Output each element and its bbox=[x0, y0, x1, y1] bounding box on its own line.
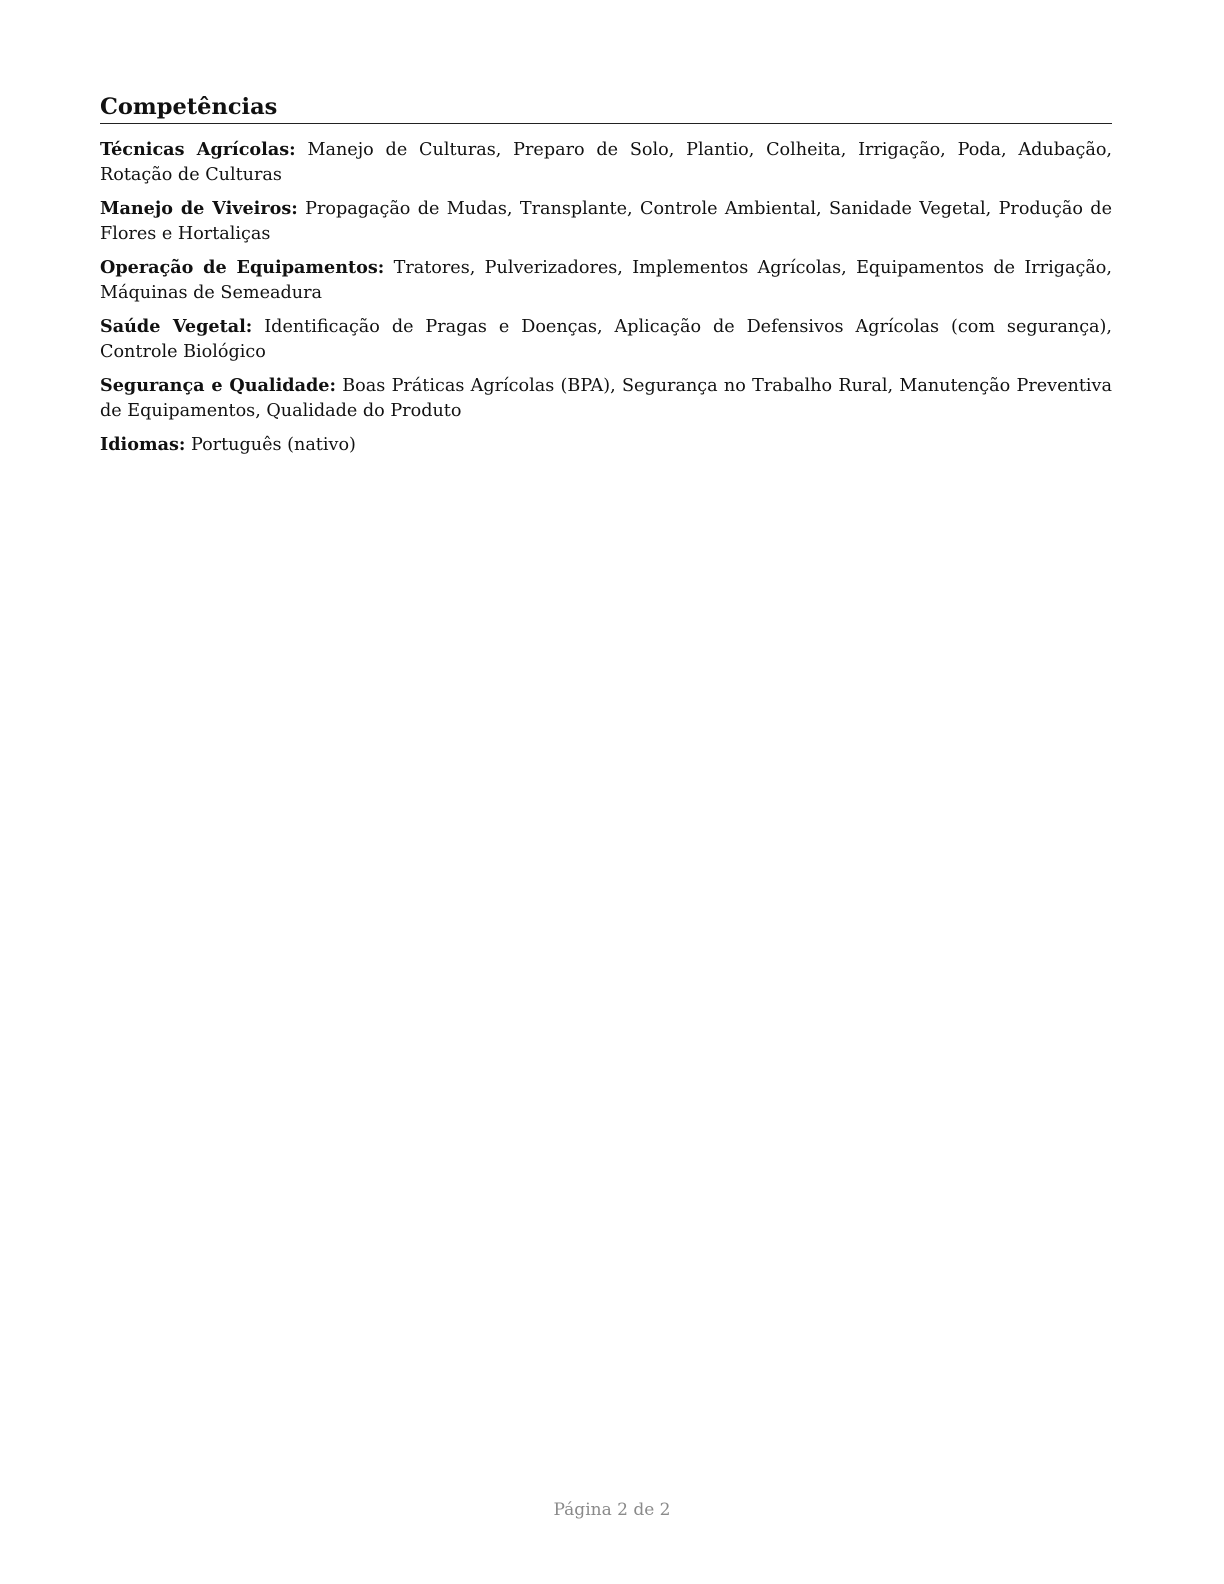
document-page bbox=[100, 92, 1112, 466]
skill-item-manejo-de-viveiros bbox=[100, 196, 1112, 247]
skill-label: Segurança e Qualidade: bbox=[100, 375, 336, 396]
skill-text: Manejo de Culturas, Preparo de Solo, Plantio, Colheita, Irrigação, Poda, Adubação, Rotação de Culturas bbox=[100, 140, 1113, 185]
skill-text: Identificação de Pragas e Doenças, Aplicação de Defensivos Agrícolas (com segurança), Controle Biológico bbox=[100, 317, 1113, 362]
skill-label: Idiomas: bbox=[100, 434, 186, 455]
skill-item-idiomas bbox=[100, 432, 1112, 458]
page-number-footer: Página 2 de 2 bbox=[553, 1500, 671, 1520]
skill-text: Propagação de Mudas, Transplante, Controle Ambiental, Sanidade Vegetal, Produção de Flores e Hortaliças bbox=[100, 199, 1112, 244]
skill-item-saude-vegetal bbox=[100, 314, 1112, 365]
skill-text: Português (nativo) bbox=[185, 435, 356, 455]
skill-item-operacao-de-equipamentos bbox=[100, 255, 1112, 306]
skill-item-tecnicas-agricolas bbox=[100, 137, 1112, 188]
skill-label: Saúde Vegetal: bbox=[100, 316, 253, 337]
skill-item-seguranca-e-qualidade bbox=[100, 373, 1112, 424]
section-title: Competências bbox=[100, 92, 1112, 124]
skill-label: Operação de Equipamentos: bbox=[100, 257, 385, 278]
skills-list bbox=[100, 137, 1112, 458]
skill-text: Boas Práticas Agrícolas (BPA), Segurança no Trabalho Rural, Manutenção Preventiva de Equipamentos, Qualidade do Produto bbox=[100, 376, 1112, 421]
skill-text: Tratores, Pulverizadores, Implementos Agrícolas, Equipamentos de Irrigação, Máquinas de Semeadura bbox=[100, 258, 1112, 303]
skill-label: Manejo de Viveiros: bbox=[100, 198, 298, 219]
skill-label: Técnicas Agrícolas: bbox=[100, 139, 296, 160]
